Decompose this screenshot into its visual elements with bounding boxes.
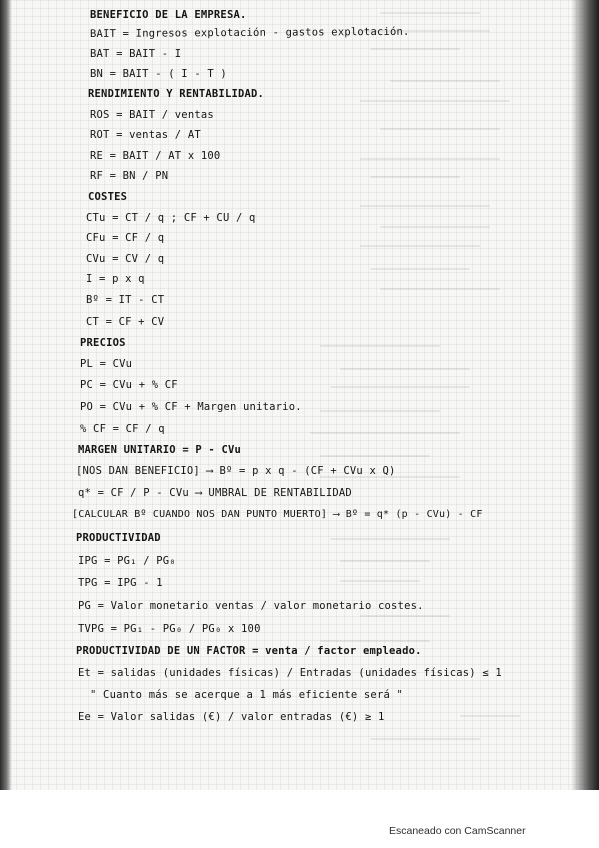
formula-eficiencia-tecnica: Et = salidas (unidades físicas) / Entradas (unidades físicas) ≤ 1 [78, 667, 502, 679]
formula-ctu: CTu = CT / q ; CF + CU / q [86, 212, 256, 224]
formula-cvu: CVu = CV / q [86, 253, 165, 265]
formula-ct: CT = CF + CV [86, 316, 165, 328]
formula-re: RE = BAIT / AT x 100 [90, 150, 221, 162]
formula-margen-unitario: MARGEN UNITARIO = P - CVu [78, 444, 242, 456]
heading-beneficio: BENEFICIO DE LA EMPRESA. [90, 9, 247, 21]
formula-cfu: CFu = CF / q [86, 232, 165, 244]
heading-rendimiento: RENDIMIENTO Y RENTABILIDAD. [88, 88, 265, 100]
note-eficiencia: " Cuanto más se acerque a 1 más eficiente será " [90, 689, 404, 701]
heading-productividad: PRODUCTIVIDAD [76, 532, 161, 544]
formula-bait: BAIT = Ingresos explotación - gastos explotación. [89, 25, 410, 40]
formula-ingresos: I = p x q [86, 273, 145, 285]
formula-beneficio: Bº = IT - CT [86, 294, 165, 306]
formula-ipg: IPG = PG₁ / PG₀ [78, 555, 176, 567]
camscanner-watermark: Escaneado con CamScanner [389, 825, 526, 837]
formula-umbral-rentabilidad: q* = CF / P - CVu ⟶ UMBRAL DE RENTABILIDAD [78, 487, 352, 499]
formula-bn: BN = BAIT - ( I - T ) [90, 68, 227, 80]
formula-nos-dan-beneficio: [NOS DAN BENEFICIO] ⟶ Bº = p x q - (CF + CVu x Q) [76, 465, 396, 477]
formula-tpg: TPG = IPG - 1 [78, 577, 163, 589]
page-edge-shadow-right [571, 0, 599, 848]
heading-costes: COSTES [88, 191, 128, 203]
scan-bottom-margin [0, 790, 599, 848]
formula-ros: ROS = BAIT / ventas [90, 109, 214, 121]
formula-punto-muerto: [CALCULAR Bº CUANDO NOS DAN PUNTO MUERTO] ⟶ Bº = q* (p - CVu) - CF [72, 509, 483, 520]
formula-pl: PL = CVu [80, 358, 133, 370]
page-edge-shadow-left [0, 0, 12, 848]
heading-productividad-factor: PRODUCTIVIDAD DE UN FACTOR = venta / factor empleado. [76, 645, 422, 657]
formula-rf: RF = BN / PN [90, 170, 169, 182]
formula-bat: BAT = BAIT - I [90, 48, 182, 60]
formula-rot: ROT = ventas / AT [90, 129, 201, 141]
heading-precios: PRECIOS [80, 337, 126, 349]
formula-po: PO = CVu + % CF + Margen unitario. [80, 401, 302, 413]
formula-eficiencia-economica: Ee = Valor salidas (€) / valor entradas (€) ≥ 1 [78, 711, 385, 723]
formula-pg: PG = Valor monetario ventas / valor monetario costes. [78, 600, 424, 612]
formula-tvpg: TVPG = PG₁ - PG₀ / PG₀ x 100 [78, 623, 261, 635]
formula-porcentaje-cf: % CF = CF / q [80, 423, 165, 435]
formula-pc: PC = CVu + % CF [80, 379, 178, 391]
